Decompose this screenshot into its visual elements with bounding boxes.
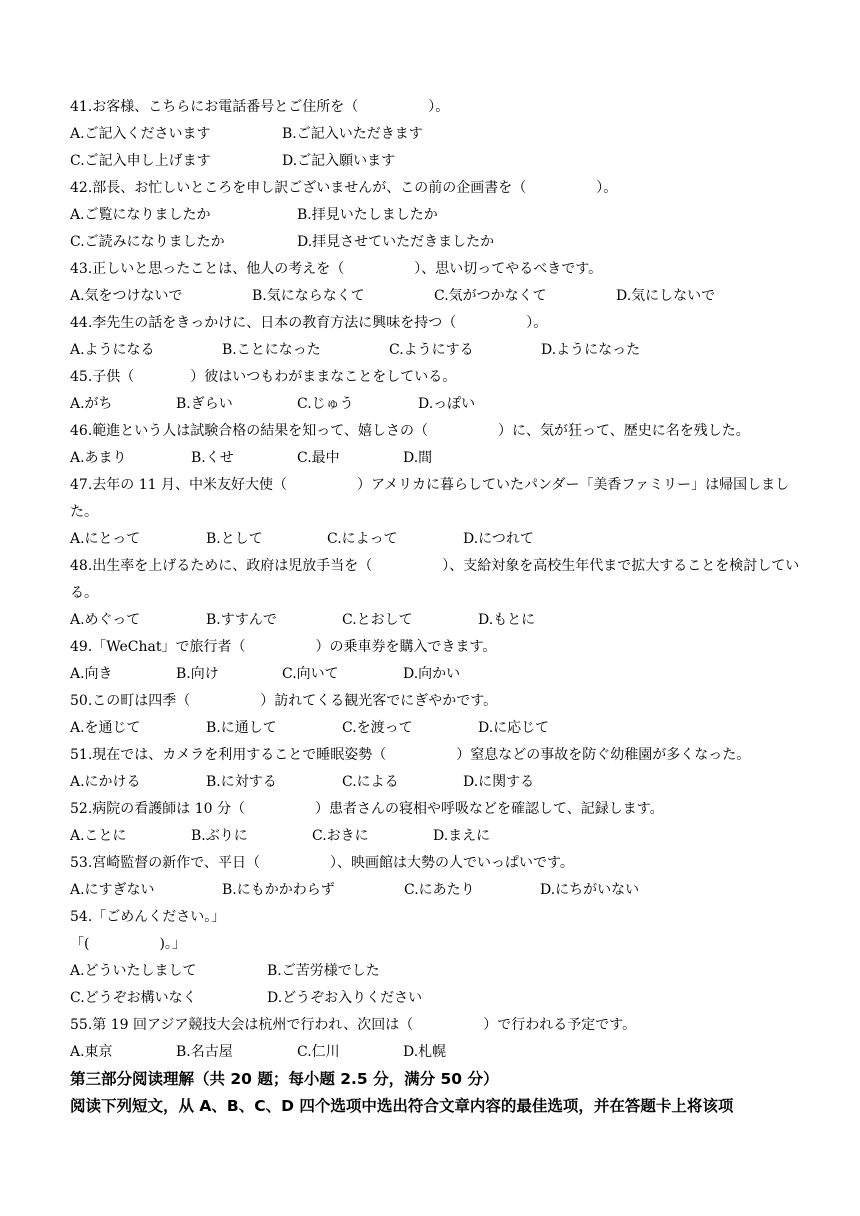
question-text: 54.「ごめんください。」 — [70, 909, 226, 925]
option-d-label: D.向かい — [403, 666, 461, 682]
option-b-label: B.にもかかわらず — [222, 882, 335, 898]
option-a-label: A.にすぎない — [70, 882, 155, 898]
question-text: 44.李先生の話をきっかけに、日本の教育方法に興味を持つ（ ）。 — [70, 315, 548, 331]
answer-options — [70, 607, 800, 634]
option-d-label: D.にちがいない — [540, 882, 640, 898]
option-a-label: A.を通じて — [70, 720, 141, 736]
option-b-label: D.拝見させていただきましたか — [297, 234, 495, 250]
option-a-label: A.ご覧になりましたか — [70, 207, 211, 223]
answer-options — [70, 769, 800, 796]
option-b-label: B.ことになった — [222, 342, 321, 358]
option-a-label: A.ようになる — [70, 342, 155, 358]
question-text: 50.この町は四季（ ）訪れてくる観光客でにぎやかです。 — [70, 693, 498, 709]
option-a-label: A.ご記入くださいます — [70, 126, 211, 142]
option-b-label: B.拝見いたしましたか — [297, 207, 438, 223]
question-text: 「( )。」 — [70, 936, 186, 952]
option-a-label: A.がち — [70, 396, 113, 412]
option-c-label: C.じゅう — [297, 396, 354, 412]
option-b-label: D.どうぞお入りください — [267, 990, 423, 1006]
option-a-label: C.どうぞお構いなく — [70, 990, 197, 1006]
option-a-label: A.にかける — [70, 774, 141, 790]
answer-options — [70, 337, 800, 364]
question-text: 43.正しいと思ったことは、他人の考えを（ ）、思い切ってやるべきです。 — [70, 261, 603, 277]
question-text: 53.宮崎監督の新作で、平日（ ）、映画館は大勢の人でいっぱいです。 — [70, 855, 574, 871]
answer-options — [70, 877, 800, 904]
answer-options — [70, 985, 800, 1012]
option-b-label: B.名古屋 — [176, 1044, 233, 1060]
question-text: 47.去年の 11 月、中米友好大使（ ）アメリカに暮らしていたパンダー「美香ファミリー」は帰国しました。 — [70, 477, 790, 520]
answer-options — [70, 715, 800, 742]
question-text: 52.病院の看護師は 10 分（ ）患者さんの寝相や呼吸などを確認して、記録します。 — [70, 801, 664, 817]
answer-options — [70, 391, 800, 418]
option-d-label: D.気にしないで — [616, 288, 716, 304]
option-a-label: A.向き — [70, 666, 113, 682]
option-c-label: C.ようにする — [389, 342, 474, 358]
option-c-label: C.によって — [327, 531, 398, 547]
option-d-label: D.に関する — [463, 774, 535, 790]
option-b-label: B.に対する — [206, 774, 277, 790]
option-b-label: D.ご記入願います — [282, 153, 396, 169]
option-c-label: C.気がつかなくて — [434, 288, 547, 304]
answer-options — [70, 148, 800, 175]
option-a-label: A.東京 — [70, 1044, 113, 1060]
option-d-label: D.もとに — [478, 612, 536, 628]
option-b-label: B.として — [206, 531, 263, 547]
option-c-label: C.とおして — [342, 612, 413, 628]
option-c-label: C.向いて — [282, 666, 339, 682]
option-c-label: C.最中 — [297, 450, 340, 466]
option-b-label: B.気にならなくて — [252, 288, 365, 304]
option-a-label: C.ご読みになりましたか — [70, 234, 225, 250]
option-d-label: D.ようになった — [541, 342, 641, 358]
option-c-label: C.による — [342, 774, 399, 790]
option-a-label: A.にとって — [70, 531, 141, 547]
answer-options — [70, 823, 800, 850]
option-d-label: D.っぽい — [418, 396, 476, 412]
question-text: 42.部長、お忙しいところを申し訳ございませんが、この前の企画書を（ ）。 — [70, 180, 618, 196]
option-c-label: C.を渡って — [342, 720, 413, 736]
answer-options — [70, 229, 800, 256]
answer-options — [70, 283, 800, 310]
answer-options — [70, 1039, 800, 1066]
question-text: 41.お客様、こちらにお電話番号とご住所を（ ）。 — [70, 99, 450, 115]
option-a-label: A.めぐって — [70, 612, 141, 628]
option-b-label: B.ぶりに — [191, 828, 248, 844]
option-b-label: B.ご苦労様でした — [267, 963, 380, 979]
option-c-label: C.おきに — [312, 828, 369, 844]
option-b-label: B.向け — [176, 666, 219, 682]
option-d-label: D.に応じて — [478, 720, 550, 736]
option-b-label: B.くせ — [191, 450, 234, 466]
question-text: 45.子供（ ）彼はいつもわがままなことをしている。 — [70, 369, 457, 385]
question-text: 49.「WeChat」で旅行者（ ）の乗車券を購入できます。 — [70, 639, 497, 655]
answer-options — [70, 202, 800, 229]
option-c-label: C.仁川 — [297, 1044, 340, 1060]
option-d-label: D.間 — [403, 450, 433, 466]
option-a-label: A.どういたしまして — [70, 963, 197, 979]
section-heading: 阅读下列短文，从 A、B、C、D 四个选项中选出符合文章内容的最佳选项，并在答题卡上将该项 — [70, 1097, 734, 1115]
option-b-label: B.に通して — [206, 720, 277, 736]
option-b-label: B.ご記入いただきます — [282, 126, 423, 142]
option-a-label: A.あまり — [70, 450, 127, 466]
answer-options — [70, 121, 800, 148]
question-text: 48.出生率を上げるために、政府は児放手当を（ ）、支給対象を高校生年代まで拡大することを検討している。 — [70, 558, 800, 601]
option-c-label: C.にあたり — [404, 882, 475, 898]
option-b-label: B.ぎらい — [176, 396, 233, 412]
answer-options — [70, 661, 800, 688]
question-sheet — [70, 94, 800, 1120]
question-text: 55.第 19 回アジア競技大会は杭州で行われ、次回は（ ）で行われる予定です。 — [70, 1017, 637, 1033]
option-d-label: D.につれて — [463, 531, 534, 547]
option-a-label: A.気をつけないで — [70, 288, 183, 304]
answer-options — [70, 445, 800, 472]
option-d-label: D.札幌 — [403, 1044, 447, 1060]
option-b-label: B.すすんで — [206, 612, 277, 628]
option-a-label: A.ことに — [70, 828, 127, 844]
option-d-label: D.まえに — [433, 828, 491, 844]
question-text: 51.現在では、カメラを利用することで睡眠姿勢（ ）窒息などの事故を防ぐ幼稚園が多くなった。 — [70, 747, 751, 763]
question-text: 46.範進という人は試験合格の結果を知って、嬉しさの（ ）に、気が狂って、歴史に名を残した。 — [70, 423, 750, 439]
answer-options — [70, 958, 800, 985]
section-heading: 第三部分阅读理解（共 20 题；每小题 2.5 分，满分 50 分） — [70, 1070, 499, 1088]
option-a-label: C.ご記入申し上げます — [70, 153, 211, 169]
answer-options — [70, 526, 800, 553]
